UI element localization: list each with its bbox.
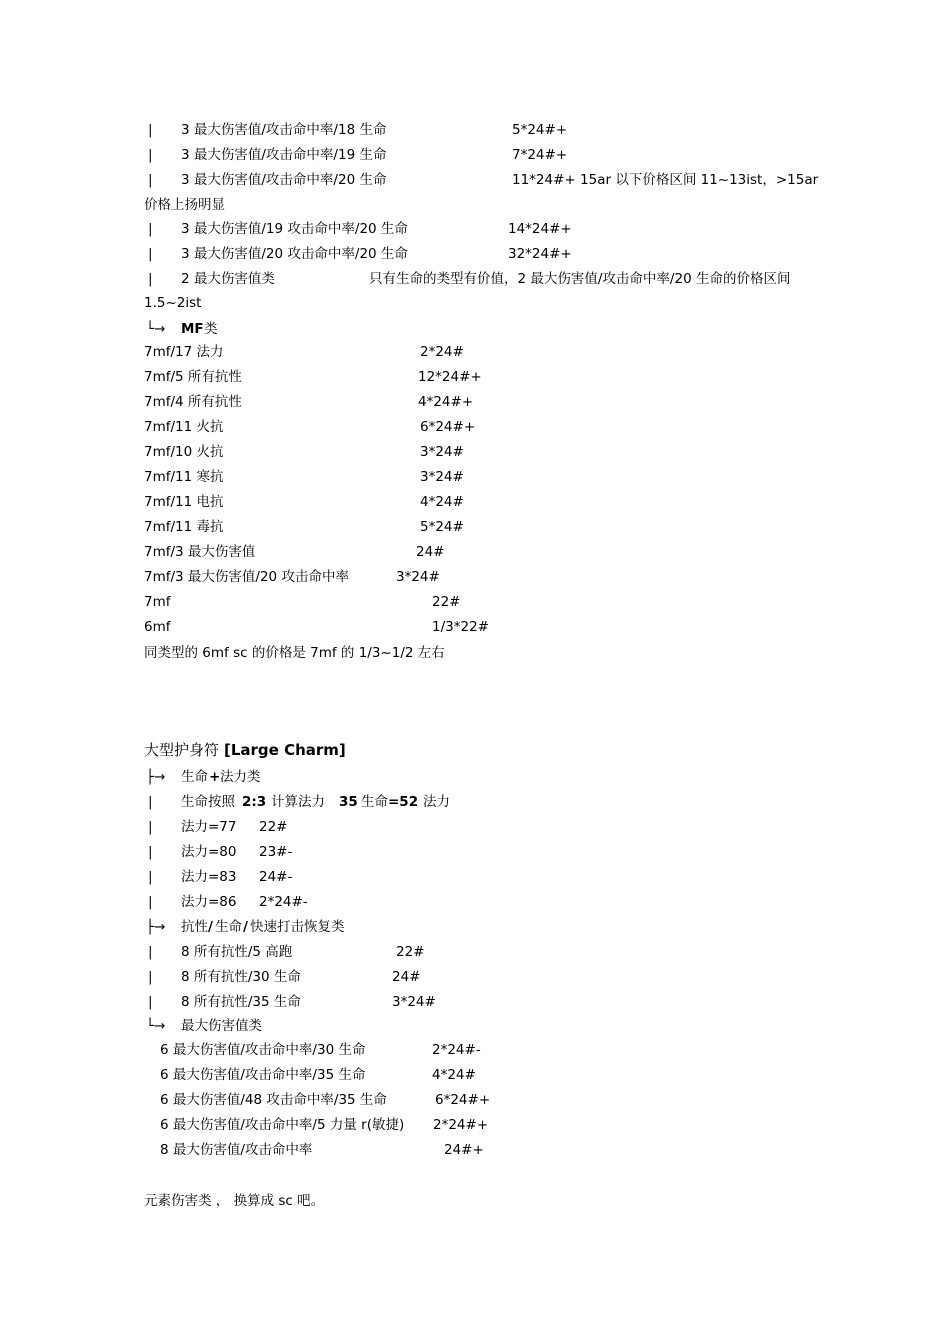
mf-label: 7mf/10 火抗: [144, 444, 224, 460]
tree-branch-arrow: ├→: [146, 919, 166, 935]
mf-label: 7mf/17 法力: [144, 344, 224, 360]
section-label: 快速打击恢复类: [250, 919, 345, 935]
dmg-label: 6 最大伤害值/攻击命中率/5 力量 r(敏捷): [160, 1117, 405, 1133]
mf-label: 7mf/4 所有抗性: [144, 394, 242, 410]
note-mana: 法力: [423, 794, 450, 810]
dmg-label: 6 最大伤害值/攻击命中率/35 生命: [160, 1067, 366, 1083]
row-note: 只有生命的类型有价值，2 最大伤害值/攻击命中率/20 生命的价格区间: [369, 271, 791, 287]
dmg-price: 6*24#+: [435, 1092, 491, 1108]
mf-label: 7mf/3 最大伤害值: [144, 544, 256, 560]
note-text: 1.5~2ist: [144, 295, 202, 311]
mf-label: 7mf/11 电抗: [144, 494, 224, 510]
row-price: 7*24#+: [512, 147, 568, 163]
mf-label: 7mf/11 火抗: [144, 419, 224, 435]
note-eq: =52: [388, 794, 419, 810]
mf-price: 24#: [416, 544, 445, 560]
mf-label: 6mf: [144, 619, 171, 635]
tree-end-arrow: └→: [146, 321, 166, 337]
mf-price: 3*24#: [420, 444, 464, 460]
section-label: 最大伤害值类: [181, 1018, 262, 1034]
res-label: 8 所有抗性/30 生命: [181, 969, 301, 985]
mana-label: 法力=80: [181, 844, 237, 860]
title-bold: [Large Charm]: [224, 741, 346, 759]
plus-sign: +: [209, 769, 221, 785]
note-text: 价格上扬明显: [144, 197, 225, 213]
mf-label: 7mf: [144, 594, 171, 610]
res-price: 22#: [396, 944, 425, 960]
mf-price: 4*24#+: [418, 394, 474, 410]
section-mf-suffix: 类: [204, 321, 218, 337]
section-label: 生命: [215, 919, 242, 935]
row-price: 11*24#+ 15ar 以下价格区间 11~13ist，>15ar: [512, 172, 819, 188]
section-mf-label: MF: [181, 321, 204, 337]
note-ratio: 2:3: [242, 794, 267, 810]
dmg-price: 2*24#-: [432, 1042, 481, 1058]
row-price: 14*24#+: [508, 221, 572, 237]
mana-label: 法力=77: [181, 819, 237, 835]
row-label: 3 最大伤害值/攻击命中率/19 生命: [181, 147, 387, 163]
res-label: 8 所有抗性/5 高跑: [181, 944, 293, 960]
title-prefix: 大型护身符: [144, 741, 220, 759]
res-label: 8 所有抗性/35 生命: [181, 994, 301, 1010]
tree-pipe: |: [148, 172, 153, 188]
mana-price: 24#-: [259, 869, 293, 885]
row-label: 3 最大伤害值/19 攻击命中率/20 生命: [181, 221, 408, 237]
slash: /: [243, 919, 248, 935]
tree-pipe: |: [148, 819, 153, 835]
dmg-price: 4*24#: [432, 1067, 476, 1083]
mana-label: 法力=86: [181, 894, 237, 910]
res-price: 24#: [392, 969, 421, 985]
dmg-label: 6 最大伤害值/攻击命中率/30 生命: [160, 1042, 366, 1058]
section-label: 生命: [181, 769, 208, 785]
mf-label: 7mf/5 所有抗性: [144, 369, 242, 385]
mf-price: 22#: [432, 594, 461, 610]
tree-pipe: |: [148, 969, 153, 985]
note-life: 生命: [361, 794, 388, 810]
dmg-label: 8 最大伤害值/攻击命中率: [160, 1142, 313, 1158]
mf-price: 2*24#: [420, 344, 464, 360]
res-price: 3*24#: [392, 994, 436, 1010]
mf-price: 3*24#: [396, 569, 440, 585]
dmg-price: 2*24#+: [433, 1117, 489, 1133]
tree-pipe: |: [148, 994, 153, 1010]
row-label: 3 最大伤害值/攻击命中率/18 生命: [181, 122, 387, 138]
tree-pipe: |: [148, 869, 153, 885]
dmg-label: 6 最大伤害值/48 攻击命中率/35 生命: [160, 1092, 387, 1108]
mf-price: 3*24#: [420, 469, 464, 485]
mf-price: 5*24#: [420, 519, 464, 535]
mana-price: 2*24#-: [259, 894, 308, 910]
mf-price: 1/3*22#: [432, 619, 489, 635]
section-label: 法力类: [220, 769, 261, 785]
slash: /: [208, 919, 213, 935]
tree-pipe: |: [148, 122, 153, 138]
tree-pipe: |: [148, 246, 153, 262]
tree-pipe: |: [148, 221, 153, 237]
tree-pipe: |: [148, 794, 153, 810]
tree-pipe: |: [148, 944, 153, 960]
tree-pipe: |: [148, 147, 153, 163]
mana-price: 23#-: [259, 844, 293, 860]
section-label: 抗性: [181, 919, 208, 935]
tree-end-arrow: └→: [146, 1018, 166, 1034]
mf-label: 7mf/3 最大伤害值/20 攻击命中率: [144, 569, 349, 585]
mf-price: 6*24#+: [420, 419, 476, 435]
note-35: 35: [339, 794, 358, 810]
note-text: 元素伤害类 ， 换算成 sc 吧。: [144, 1193, 325, 1209]
mf-label: 7mf/11 毒抗: [144, 519, 224, 535]
mf-price: 4*24#: [420, 494, 464, 510]
note-mid: 计算法力: [271, 794, 325, 810]
row-label: 3 最大伤害值/20 攻击命中率/20 生命: [181, 246, 408, 262]
tree-pipe: |: [148, 894, 153, 910]
row-label: 2 最大伤害值类: [181, 271, 275, 287]
row-price: 5*24#+: [512, 122, 568, 138]
mana-price: 22#: [259, 819, 288, 835]
tree-pipe: |: [148, 271, 153, 287]
row-label: 3 最大伤害值/攻击命中率/20 生命: [181, 172, 387, 188]
note-prefix: 生命按照: [181, 794, 235, 810]
tree-pipe: |: [148, 844, 153, 860]
mf-price: 12*24#+: [418, 369, 482, 385]
row-price: 32*24#+: [508, 246, 572, 262]
dmg-price: 24#+: [444, 1142, 484, 1158]
mf-label: 7mf/11 寒抗: [144, 469, 224, 485]
tree-branch-arrow: ├→: [146, 769, 166, 785]
note-text: 同类型的 6mf sc 的价格是 7mf 的 1/3~1/2 左右: [144, 645, 445, 661]
mana-label: 法力=83: [181, 869, 237, 885]
